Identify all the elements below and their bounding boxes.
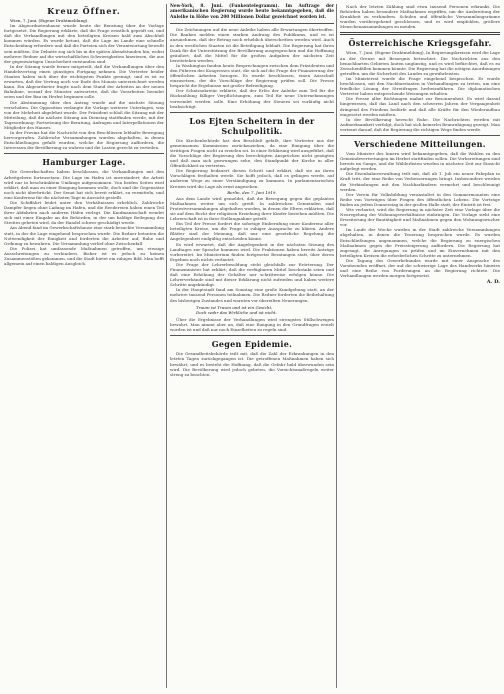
poem-quote — [170, 305, 334, 315]
article-paragraph: Die Gesundheitsbehörde teilt mit, daß die Zahl der Erkrankungen in den letzten Tagen zurückgegangen ist. Die getroffenen Maßnahmen haben sich bewährt, und es besteht die Hoffnung, daß die Gefahr bald überwunden sein wird. Die Bevölkerung wird jedoch gebeten, die Vorsichtsmaßregeln weiter streng zu beachten. — [170, 351, 334, 377]
article-paragraph: In der Hauptstadt fand am Sonntag eine große Kundgebung statt, an der mehrere tausend Personen teilnahmen. Die Redner forderten die Beibehaltung des bisherigen Zustandes und warnten vor übereilten Neuerungen. — [170, 287, 334, 303]
article-headline: Kreuz Öffner. — [47, 6, 121, 16]
date-line: Berlin, den 7. Juni 1919. — [227, 189, 277, 195]
article-paragraph: Die Abstimmung über den Antrag wurde auf die nächste Sitzung verschoben. Die Opposition verlangte die Vorlage weiterer Unterlagen, was von der Mehrheit abgelehnt wurde. Der Präsident schloß die Sitzung mit der Mitteilung, daß die nächste Sitzung am Dienstag stattfinden werde, mit der Tagesordnung: Fortsetzung der Beratung, Anfragen und Interpellationen der Mitglieder des Hauses. — [4, 99, 164, 130]
section-divider — [340, 135, 500, 136]
article-paragraph: Die Presse aller Richtungen mahnt zur Besonnenheit. Es wird darauf hingewiesen, daß das Land nach den schweren Jahren der Vergangenheit dringend des Friedens bedürfe und daß alle Kräfte für den Wiederaufbau eingesetzt werden müßten. — [340, 96, 500, 117]
article-paragraph: Am Abend fand im Gewerkschaftshause eine stark besuchte Versammlung statt, in der die Lage eingehend besprochen wurde. Die Redner betonten die Notwendigkeit der Einigkeit und forderten die Arbeiter auf, Ruhe und Ordnung zu bewahren. Die Versammlung verlief ohne Zwischenfall. — [4, 225, 164, 246]
article-paragraph: Vom Minister des Innern wird bekanntgegeben, daß die Wahlen zu den Gemeindevertretungen im Herbst stattfinden sollen. Die Vorbereitungen sind bereits im Gange, und die Wählerlisten werden in nächster Zeit zur Einsicht aufgelegt werden. — [340, 150, 500, 172]
article-paragraph: Im Laufe der Woche wurden in der Stadt zahlreiche Versammlungen abgehalten, in denen die Teuerung besprochen wurde. Es wurden Entschließungen angenommen, welche die Regierung zu energischen Maßnahmen gegen die Preissteigerung auffordern. Die Regierung hat zugesagt, die Anregungen zu prüfen und im Einvernehmen mit den beteiligten Kreisen die erforderlichen Schritte zu unternehmen. — [340, 227, 500, 258]
poem-line: Doch wahr das Wirkliche und ist nicht. — [196, 309, 277, 315]
article-paragraph: In der Provinz hat die Nachricht von den Beschlüssen lebhafte Bewegung hervorgerufen. Zahlreiche Versammlungen wurden abgehalten, in denen Entschließungen gefaßt wurden, welche die Regierung auffordern, die Interessen der Bevölkerung zu wahren und die Lasten gerecht zu verteilen. — [4, 130, 164, 151]
article-paragraph: Es wird erwartet, daß die Angelegenheit in der nächsten Sitzung des Landtages zur Sprache kommen wird. Die Fraktionen haben bereits Anträge vorbereitet. Im Ministerium finden fortgesetzt Beratungen statt, über deren Ergebnis noch nichts verlautet. — [170, 241, 334, 262]
article-paragraph: Aus dem Lande wird gemeldet, daß die Bewegung gegen die geplanten Maßnahmen weiter um sich greift. In zahlreichen Gemeinden sind Protestversammlungen abgehalten worden, in denen die Eltern erklärten, daß sie auf dem Recht der religiösen Erziehung ihrer Kinder bestehen müßten. Die Lehrerschaft ist in ihrer Stellungnahme geteilt. — [170, 195, 334, 222]
column-left — [4, 4, 164, 266]
dateline: Wien, 7. Juni. (Eigene Drahtmeldung). — [10, 18, 89, 23]
article-headline: Hamburger Lage. — [42, 157, 126, 168]
poem-line: Traum ist Traum und ist ein Gesicht, — [196, 304, 273, 310]
article-paragraph: Die Zeichnungen auf die neue Anleihe haben alle Erwartungen übertroffen. Die Banken melden einen starken Andrang des Publikums, und es ist anzunehmen, daß der Betrag noch erheblich überschritten werden wird. Auch in den westlichen Staaten ist die Beteiligung lebhaft. Die Regierung hat ihren Dank für die Unterstützung der Bevölkerung ausgesprochen und die Hoffnung geäußert, daß die Mittel für die großen Aufgaben der nächsten Zeit bereitstehen werden. — [170, 27, 334, 63]
article-headline: Gegen Epidemie. — [211, 339, 293, 350]
article-paragraph: Wie verlautet, wird die Regierung in nächster Zeit eine Vorlage über die Neuregelung der Wohnungsverhältnisse einbringen. Die Vorlage sieht eine Erweiterung der Bautätigkeit und Maßnahmen gegen den Wohnungswucher vor. — [340, 207, 500, 228]
article-paragraph: Der Verein für Volksbildung veranstaltet in den Sommermonaten eine Reihe von Vorträgen über Fragen des öffentlichen Lebens. Die Vorträge finden an jedem Donnerstag in der großen Halle statt; der Eintritt ist frei. — [340, 191, 500, 207]
section-divider — [170, 112, 334, 113]
article-paragraph: Wien, 7. Juni. (Eigene Drahtmeldung). In Regierungskreisen wird die Lage an der Grenze mit Besorgnis betrachtet. Die Nachrichten aus den benachbarten Gebieten lauten ungünstig, und es wird befürchtet, daß es zu Zwischenfällen kommen könnte. Die Regierung hat die nötigen Anordnungen getroffen, um die Sicherheit des Landes zu gewährleisten. — [340, 50, 500, 76]
article-paragraph: In der Sitzung wurde ferner mitgeteilt, daß die Verhandlungen über den Handelsvertrag einen günstigen Fortgang nehmen. Die Vertreter beider Staaten haben sich über die wichtigsten Punkte geeinigt, und es ist zu erwarten, daß der Vertrag noch vor Ende des Monats unterzeichnet werden kann. Ein Abgeordneter fragte nach dem Stand der Arbeiten an der neuen Bahnlinie, worauf der Minister antwortete, daß die Vorarbeiten beendet seien und der Bau im Herbst beginnen solle. — [4, 63, 164, 100]
telegram-box: New-York, 8. Juni. (Funkentelegramm). Im Auftrage der amerikanischen Regierung wurde heute bekanntgegeben, daß die Anleihe in Höhe von 200 Millionen Dollar gezeichnet worden ist. — [170, 4, 334, 20]
article-paragraph: Über die Ergebnisse der Verhandlungen wird strengstes Stillschweigen bewahrt. Man nimmt aber an, daß eine Einigung in den Grundfragen erzielt worden ist und daß nur noch Einzelheiten zu regeln sind. — [170, 317, 334, 333]
article-headline: Los Ejten Scheitern in der Schulpolitik. — [189, 115, 315, 136]
article-paragraph: Die Frage der Lehrerbesoldung steht gleichfalls zur Erörterung. Der Finanzminister hat erklärt, daß die verfügbaren Mittel beschränkt seien und daß eine Erhöhung der Gehälter nur schrittweise erfolgen könne. Die Lehrerverbände sind mit dieser Erklärung nicht zufrieden und haben weitere Schritte angekündigt. — [170, 261, 334, 288]
article-paragraph: In Washington fanden heute Besprechungen zwischen dem Präsidenten und den Führern des Kongresses statt, die sich auf die Frage der Finanzierung der öffentlichen Arbeiten bezogen. Es wurde beschlossen, einen Ausschuß einzusetzen, der die Vorschläge der Regierung prüfen soll. Die Presse bespricht die Ergebnisse mit großer Befriedigung. — [170, 62, 334, 89]
article-paragraph: Nach der letzten Zählung sind etwa tausend Personen erkrankt. Die Behörden haben besondere Maßnahmen ergriffen, um die Ausbreitung der Krankheit zu verhindern. Schulen und öffentliche Versammlungsräume wurden vorübergehend geschlossen, und es wird empfohlen, größere Menschenansammlungen zu meiden. — [340, 4, 500, 30]
section-divider — [340, 32, 500, 35]
article-paragraph: Der Schatzsekretär erklärte, daß der Erlös der Anleihe zum Teil für die Rückzahlung fälliger Verpflichtungen, zum Teil für neue Unternehmungen verwendet werden solle. Eine Erhöhung der Steuern sei vorläufig nicht beabsichtigt. — [170, 88, 334, 109]
article-paragraph: Die Tagung des Gewerbebundes wurde mit einer Ansprache des Vorsitzenden eröffnet, der auf die schwierige Lage des Handwerks hinwies und eine Reihe von Forderungen an die Regierung richtete. Die Verhandlungen werden morgen fortgesetzt. — [340, 257, 500, 279]
column-middle — [170, 4, 334, 377]
column-right — [340, 4, 500, 285]
article-paragraph: Die Regierung bedauert diesen Schritt und erklärt, daß sie an ihren Vorschlägen festhalten werde. Sie hofft jedoch, daß es gelingen werde, auf anderem Wege zu einer Verständigung zu kommen. In parlamentarischen Kreisen wird die Lage als ernst angesehen. — [170, 168, 334, 189]
author-signature: A. D. — [486, 279, 500, 286]
article-paragraph: Die Gewerkschaften haben beschlossen, die Verhandlungen mit den Arbeitgebern fortzusetzen. Die Lage im Hafen ist unverändert; die Arbeit wird nur in beschränktem Umfange aufgenommen. Von beiden Seiten wird erklärt, daß man zu einer Einigung kommen wolle, doch sind die Gegensätze noch nicht überbrückt. Der Senat hat sich bereit erklärt, zu vermitteln, und eine Konferenz für die nächsten Tage in Aussicht gestellt. — [4, 169, 164, 200]
article-headline: Verschiedene Mitteilungen. — [354, 138, 486, 149]
article-paragraph: In der Bevölkerung herrscht Ruhe. Die Nachrichten werden mit Aufmerksamkeit verfolgt, doch hat sich keinerlei Beunruhigung gezeigt. Man vertraut darauf, daß die Regierung die richtigen Wege finden werde. — [340, 116, 500, 132]
article-paragraph: Im Ministerrat wurde die Frage eingehend besprochen. Es wurde beschlossen, mit den Nachbarstaaten in Verhandlungen zu treten, um eine friedliche Lösung der Streitfragen herbeizuführen. Die diplomatischen Vertreter haben entsprechende Weisungen erhalten. — [340, 75, 500, 97]
article-paragraph: Die Eisenbahnverwaltung teilt mit, daß ab 1. Juli ein neuer Fahrplan in Kraft tritt, der eine Reihe von Verbesserungen bringt. Insbesondere werden die Verbindungen mit den Nachbarländern vermehrt und beschleunigt werden. — [340, 171, 500, 192]
article-paragraph: Im Abgeordnetenhause wurde heute die Beratung über die Vorlage fortgesetzt. Die Regierung erklärte, daß die Frage ernstlich geprüft sei, und daß die Verhandlungen mit den beteiligten Kreisen bald zum Abschluß kommen würden. Es wurde betont, daß die Lage im Lande eine schnelle Entscheidung erfordere und daß die Parteien sich der Verantwortung bewußt sein müßten. Die Debatte zog sich bis in die späten Abendstunden hin, wobei mehrere Redner auf die wirtschaftlichen Schwierigkeiten hinwiesen, die aus der gegenwärtigen Unsicherheit entstanden sind. — [4, 23, 164, 64]
section-divider — [4, 153, 164, 154]
article-paragraph: Die Polizei hat umfassende Maßnahmen getroffen, um etwaige Ausschreitungen zu verhindern. Bisher ist es jedoch zu keinen Zusammenstößen gekommen, und die Stadt bietet ein ruhiges Bild. Man hofft allgemein auf einen baldigen Ausgleich. — [4, 245, 164, 267]
article-paragraph: Ein Teil der Presse fordert die sofortige Einberufung einer Konferenz aller beteiligten Kreise, um die Frage in ruhiger Aussprache zu klären. Andere Blätter sind der Meinung, daß nur eine gesetzliche Regelung die Angelegenheit endgültig entscheiden könne. — [170, 221, 334, 242]
section-divider — [170, 335, 334, 336]
article-paragraph: Die Schiffahrt leidet unter den Verhältnissen erheblich. Zahlreiche Dampfer liegen ohne Ladung im Hafen, und die Reedereien haben einen Teil ihrer Abfahrten nach anderen Häfen verlegt. Die Kaufmannschaft wendet sich mit einer Eingabe an die Behörden, in der um baldige Beilegung des Streites gebeten wird, da der Handel schwer geschädigt werde. — [4, 200, 164, 226]
article-paragraph: Die Kirchenbehörde hat den Beschluß gefaßt, ihre Vertreter aus der gemeinsamen Kommission zurückzuziehen, da eine Einigung über die strittigen Fragen nicht zu erzielen sei. In einer Erklärung wird ausgeführt, daß die Vorschläge der Regierung den berechtigten Ansprüchen nicht genügten und daß man sich gezwungen sehe, den Standpunkt der Kirche in aller Öffentlichkeit zu vertreten. — [170, 137, 334, 169]
article-headline: Österreichische Kriegsgefahr. — [348, 38, 492, 49]
column-divider — [336, 4, 337, 688]
section-divider — [170, 23, 334, 24]
column-divider — [166, 4, 167, 688]
